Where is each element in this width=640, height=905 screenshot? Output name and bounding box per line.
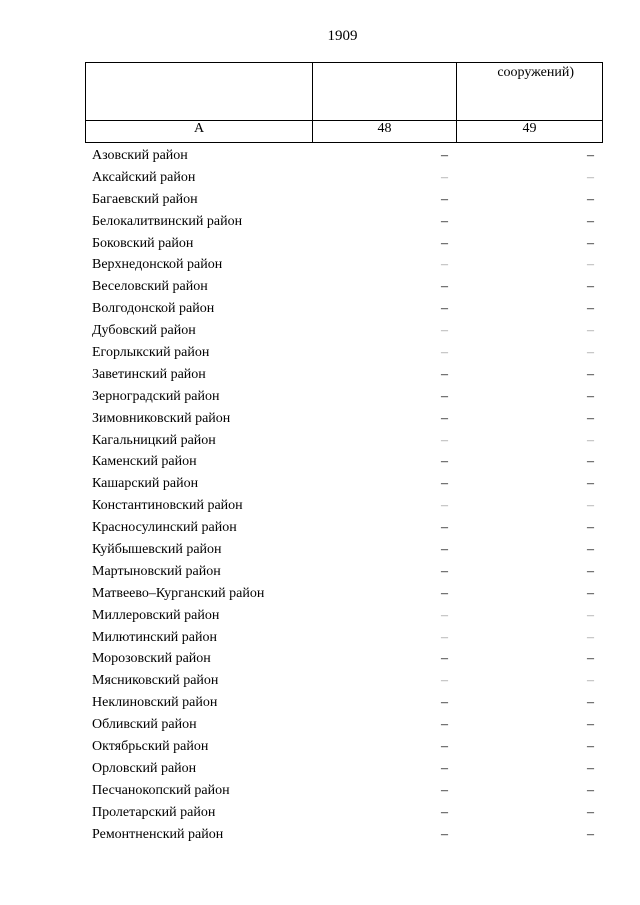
district-name: Песчанокопский район <box>92 782 230 798</box>
table-row <box>85 583 601 605</box>
value-col-49: – <box>587 454 594 470</box>
district-name: Зимовниковский район <box>92 410 231 426</box>
table-row <box>85 780 601 802</box>
table-row <box>85 320 601 342</box>
district-name: Мартыновский район <box>92 563 221 579</box>
table-row <box>85 692 601 714</box>
column-number-row <box>86 121 603 143</box>
value-col-49: – <box>587 213 594 229</box>
value-col-48: – <box>441 476 448 492</box>
table-row <box>85 605 601 627</box>
table-row <box>85 386 601 408</box>
district-name: Константиновский район <box>92 498 243 514</box>
column-label-49: 49 <box>457 121 603 143</box>
district-name: Орловский район <box>92 760 197 776</box>
value-col-48: – <box>441 191 448 207</box>
district-name: Пролетарский район <box>92 804 216 820</box>
table-row <box>85 473 601 495</box>
value-col-48: – <box>441 213 448 229</box>
table-row <box>85 714 601 736</box>
value-col-48: – <box>441 169 448 185</box>
value-col-48: – <box>441 520 448 536</box>
table-row <box>85 517 601 539</box>
value-col-49: – <box>587 585 594 601</box>
header-cell-name <box>86 63 313 121</box>
value-col-49: – <box>587 498 594 514</box>
table-row <box>85 167 601 189</box>
value-col-49: – <box>587 148 594 163</box>
value-col-49: – <box>587 191 594 207</box>
table-row <box>85 736 601 758</box>
value-col-49: – <box>587 782 594 798</box>
value-col-48: – <box>441 345 448 361</box>
value-col-48: – <box>441 323 448 339</box>
value-col-49: – <box>587 607 594 623</box>
district-name: Неклиновский район <box>92 695 218 711</box>
value-col-48: – <box>441 410 448 426</box>
table-row <box>85 648 601 670</box>
table-row <box>85 298 601 320</box>
value-col-48: – <box>441 498 448 514</box>
district-name: Кашарский район <box>92 476 199 492</box>
value-col-49: – <box>587 804 594 820</box>
district-name: Каменский район <box>92 454 197 470</box>
value-col-49: – <box>587 520 594 536</box>
header-row <box>86 63 603 121</box>
district-name: Октябрьский район <box>92 739 209 755</box>
value-col-48: – <box>441 651 448 667</box>
value-col-48: – <box>441 257 448 273</box>
value-col-49: – <box>587 257 594 273</box>
value-col-48: – <box>441 585 448 601</box>
value-col-49: – <box>587 739 594 755</box>
value-col-48: – <box>441 366 448 382</box>
value-col-48: – <box>441 388 448 404</box>
value-col-49: – <box>587 760 594 776</box>
value-col-48: – <box>441 607 448 623</box>
district-name: Красносулинский район <box>92 520 237 536</box>
district-name: Егорлыкский район <box>92 345 210 361</box>
district-name: Дубовский район <box>92 323 196 339</box>
value-col-49: – <box>587 629 594 645</box>
district-name: Ремонтненский район <box>92 826 224 842</box>
district-name: Боковский район <box>92 235 194 251</box>
value-col-49: – <box>587 717 594 733</box>
value-col-48: – <box>441 235 448 251</box>
table-row <box>85 364 601 386</box>
district-name: Заветинский район <box>92 366 206 382</box>
value-col-48: – <box>441 432 448 448</box>
district-name: Кагальницкий район <box>92 432 216 448</box>
table-row <box>85 758 601 780</box>
table-row <box>85 495 601 517</box>
table-row <box>85 342 601 364</box>
district-name: Зерноградский район <box>92 388 220 404</box>
district-name: Морозовский район <box>92 651 211 667</box>
value-col-48: – <box>441 782 448 798</box>
district-name: Верхнедонской район <box>92 257 223 273</box>
value-col-49: – <box>587 301 594 317</box>
value-col-49: – <box>587 826 594 842</box>
header-cell-49-text: сооружений) <box>497 65 574 80</box>
value-col-49: – <box>587 476 594 492</box>
value-col-48: – <box>441 804 448 820</box>
district-name: Волгодонской район <box>92 301 215 317</box>
table-row <box>85 189 601 211</box>
value-col-48: – <box>441 673 448 689</box>
value-col-48: – <box>441 301 448 317</box>
value-col-49: – <box>587 432 594 448</box>
table-row <box>85 254 601 276</box>
value-col-49: – <box>587 279 594 295</box>
table-row <box>85 408 601 430</box>
table-row <box>85 211 601 233</box>
value-col-48: – <box>441 717 448 733</box>
value-col-48: – <box>441 279 448 295</box>
table-body <box>85 145 601 846</box>
value-col-49: – <box>587 169 594 185</box>
district-name: Белокалитвинский район <box>92 213 243 229</box>
value-col-48: – <box>441 454 448 470</box>
header-cell-48 <box>313 63 457 121</box>
district-name: Азовский район <box>92 148 188 163</box>
value-col-49: – <box>587 673 594 689</box>
value-col-48: – <box>441 826 448 842</box>
value-col-48: – <box>441 629 448 645</box>
table-row <box>85 670 601 692</box>
value-col-48: – <box>441 739 448 755</box>
district-name: Миллеровский район <box>92 607 220 623</box>
value-col-49: – <box>587 563 594 579</box>
value-col-48: – <box>441 148 448 163</box>
district-name: Веселовский район <box>92 279 208 295</box>
column-label-48: 48 <box>313 121 457 143</box>
value-col-49: – <box>587 388 594 404</box>
table-row <box>85 824 601 846</box>
district-name: Мясниковский район <box>92 673 219 689</box>
district-name: Куйбышевский район <box>92 542 222 558</box>
page-number: 1909 <box>327 28 358 44</box>
district-name: Милютинский район <box>92 629 218 645</box>
district-name: Обливский район <box>92 717 197 733</box>
value-col-49: – <box>587 235 594 251</box>
value-col-48: – <box>441 542 448 558</box>
value-col-49: – <box>587 323 594 339</box>
district-name: Матвеево–Курганский район <box>92 585 265 601</box>
district-name: Аксайский район <box>92 169 196 185</box>
table-row <box>85 430 601 452</box>
table-header <box>85 62 603 143</box>
table-row <box>85 561 601 583</box>
table-row <box>85 451 601 473</box>
table-row <box>85 233 601 255</box>
value-col-49: – <box>587 366 594 382</box>
value-col-48: – <box>441 563 448 579</box>
header-cell-49 <box>457 63 603 121</box>
table-row <box>85 276 601 298</box>
district-name: Багаевский район <box>92 191 198 207</box>
value-col-49: – <box>587 695 594 711</box>
value-col-48: – <box>441 695 448 711</box>
table-row <box>85 802 601 824</box>
column-label-a: А <box>86 121 313 143</box>
value-col-49: – <box>587 542 594 558</box>
table-row <box>85 627 601 649</box>
table-row <box>85 539 601 561</box>
value-col-49: – <box>587 345 594 361</box>
value-col-49: – <box>587 651 594 667</box>
table-row <box>85 145 601 167</box>
value-col-48: – <box>441 760 448 776</box>
value-col-49: – <box>587 410 594 426</box>
